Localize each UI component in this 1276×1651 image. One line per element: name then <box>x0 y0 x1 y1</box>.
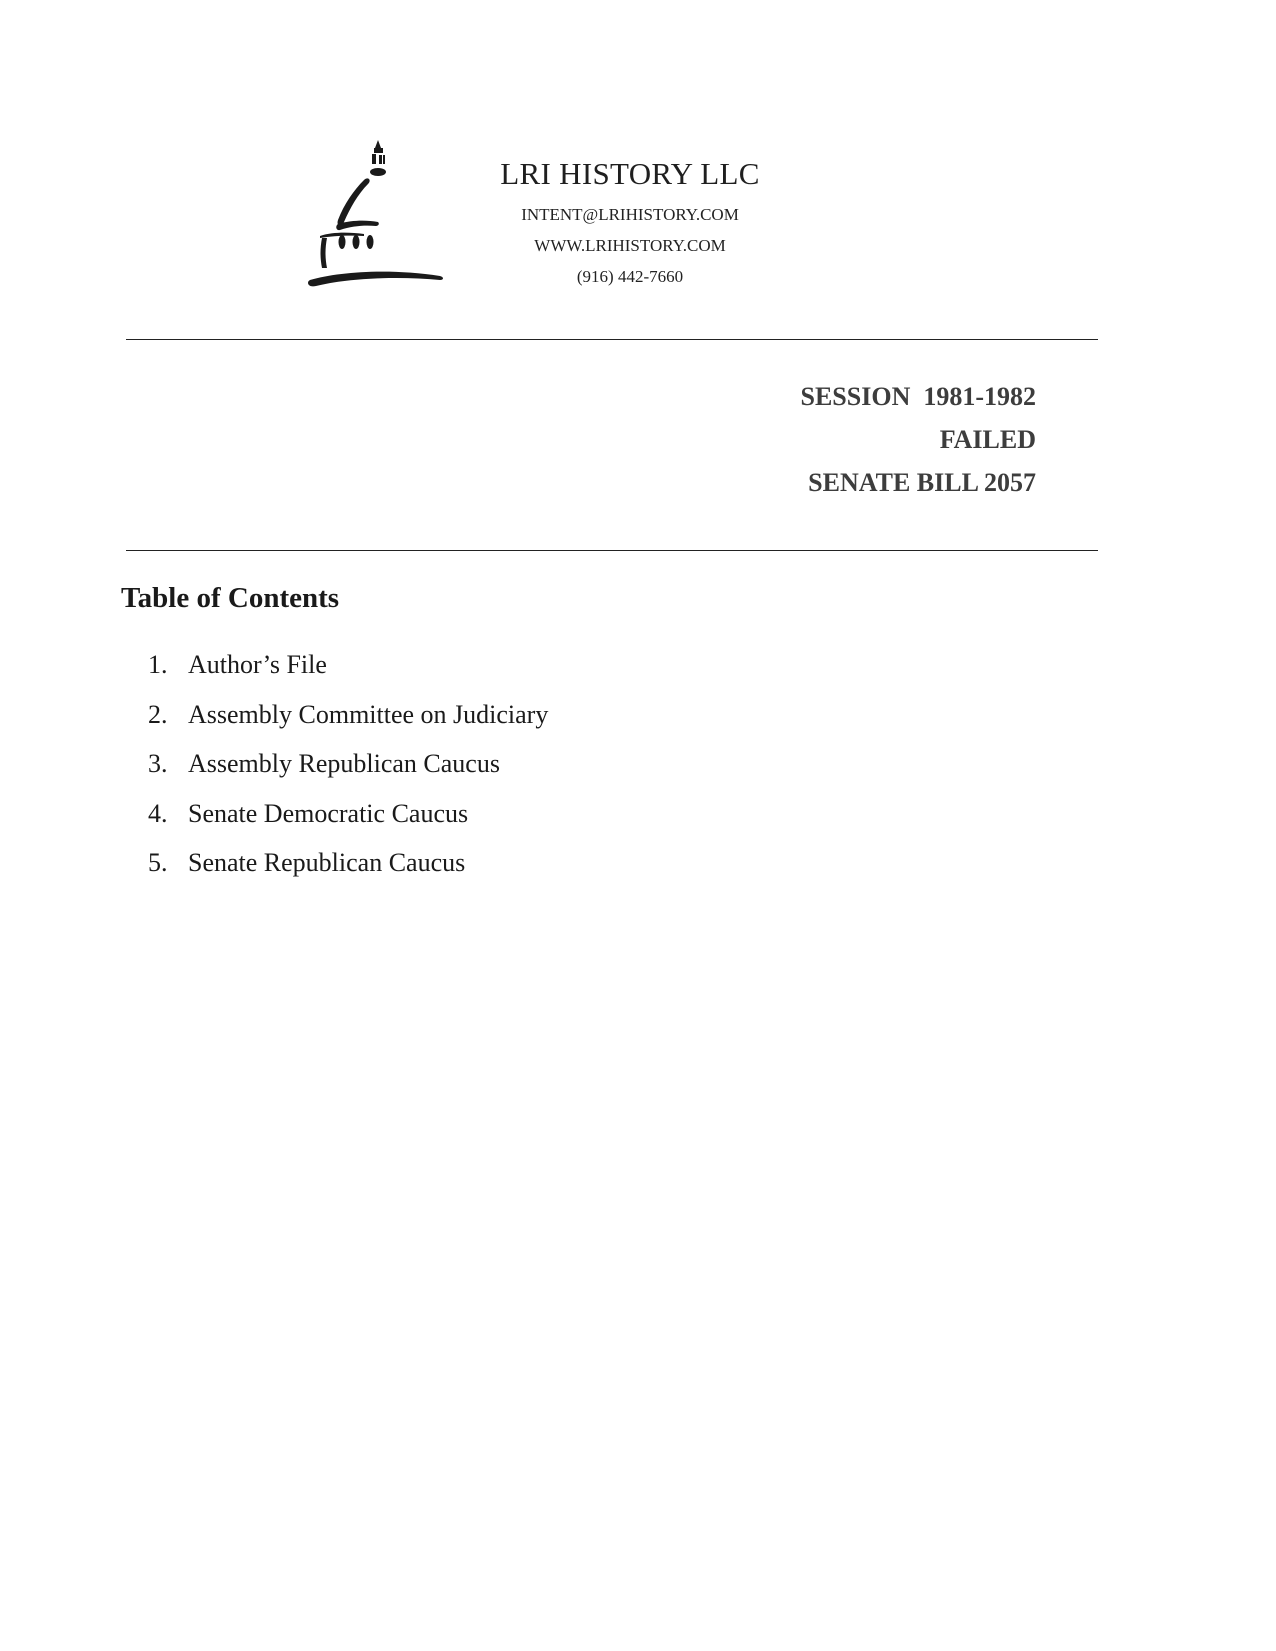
bill-status: FAILED <box>939 425 1036 454</box>
bill-session: SESSION 1981-1982 <box>800 382 1036 411</box>
bill-name: SENATE BILL 2057 <box>808 468 1036 497</box>
toc-item-label: Senate Democratic Caucus <box>188 798 469 828</box>
toc-item-number: 4. <box>148 798 168 828</box>
bottom-divider <box>126 550 1098 551</box>
company-block <box>440 158 820 285</box>
toc-item-label: Author’s File <box>188 650 327 679</box>
capitol-dome-icon <box>308 140 448 296</box>
toc-item-label: Assembly Republican Caucus <box>188 749 500 778</box>
company-email: INTENT@LRIHISTORY.COM <box>521 205 739 224</box>
company-phone: (916) 442-7660 <box>576 267 684 286</box>
top-divider <box>126 339 1098 340</box>
toc-item-number: 2. <box>148 699 168 729</box>
toc-item-number: 5. <box>148 848 168 877</box>
toc-item-label: Assembly Committee on Judiciary <box>188 699 549 729</box>
toc-title: Table of Contents <box>121 582 340 614</box>
toc-item <box>148 798 548 851</box>
company-website: WWW.LRIHISTORY.COM <box>534 236 726 255</box>
toc-item-label: Senate Republican Caucus <box>188 848 466 877</box>
company-name: LRI HISTORY LLC <box>500 156 760 191</box>
toc-item <box>148 699 549 752</box>
toc-item-number: 1. <box>148 650 168 679</box>
toc-item-number: 3. <box>148 749 168 778</box>
bill-info <box>801 384 1037 513</box>
toc-item <box>148 652 548 702</box>
toc-item <box>148 850 548 900</box>
toc-item <box>148 751 548 801</box>
toc-list <box>148 652 548 900</box>
